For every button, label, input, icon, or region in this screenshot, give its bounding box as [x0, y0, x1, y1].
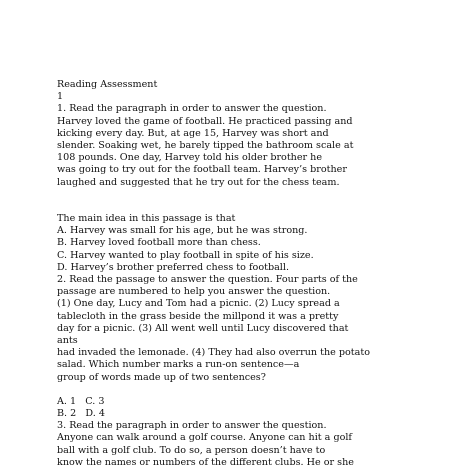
- q2-option: B. 2 D. 4: [57, 408, 105, 420]
- q1-prompt: 1. Read the paragraph in order to answer the question.: [57, 103, 327, 115]
- q2-option: A. 1 C. 3: [57, 395, 105, 407]
- q1-option: B. Harvey loved football more than chess.: [57, 237, 261, 249]
- q1-passage-line: slender. Soaking wet, he barely tipped the bathroom scale at: [57, 139, 354, 151]
- q1-option: D. Harvey’s brother preferred chess to football.: [57, 261, 289, 273]
- q2-line: ants: [57, 334, 78, 346]
- q2-line: tablecloth in the grass beside the millpond it was a pretty: [57, 310, 339, 322]
- q2-line: group of words made up of two sentences?: [57, 371, 266, 383]
- q2-line: day for a picnic. (3) All went well until Lucy discovered that: [57, 322, 349, 334]
- q1-option: A. Harvey was small for his age, but he was strong.: [57, 225, 308, 237]
- page-number: 1: [57, 91, 64, 103]
- q1-passage-line: was going to try out for the football team. Harvey’s brother: [57, 164, 347, 176]
- document-title: Reading Assessment: [57, 79, 158, 90]
- q1-passage-line: laughed and suggested that he try out for the chess team.: [57, 176, 340, 188]
- blank-spacer: [57, 189, 417, 213]
- q2-line: passage are numbered to help you answer the question.: [57, 286, 331, 298]
- q1-passage-line: Harvey loved the game of football. He practiced passing and: [57, 115, 353, 127]
- q1-question: The main idea in this passage is that: [57, 213, 236, 225]
- q2-line: 2. Read the passage to answer the question. Four parts of the: [57, 274, 358, 286]
- q3-line: know the names or numbers of the different clubs. He or she: [57, 456, 354, 468]
- q2-line: salad. Which number marks a run-on sentence—a: [57, 359, 300, 371]
- q1-passage-line: kicking every day. But, at age 15, Harvey was short and: [57, 127, 329, 139]
- q2-line: (1) One day, Lucy and Tom had a picnic. (2) Lucy spread a: [57, 298, 340, 310]
- q2-line: had invaded the lemonade. (4) They had also overrun the potato: [57, 347, 371, 359]
- q3-line: Anyone can walk around a golf course. Anyone can hit a golf: [57, 432, 352, 444]
- q3-line: 3. Read the paragraph in order to answer the question.: [57, 420, 327, 432]
- q1-option: C. Harvey wanted to play football in spite of his size.: [57, 249, 314, 261]
- q3-line: ball with a golf club. To do so, a person doesn’t have to: [57, 444, 326, 456]
- document-body: [57, 79, 417, 469]
- q1-passage-line: 108 pounds. One day, Harvey told his older brother he: [57, 152, 323, 164]
- blank-spacer: [57, 384, 417, 396]
